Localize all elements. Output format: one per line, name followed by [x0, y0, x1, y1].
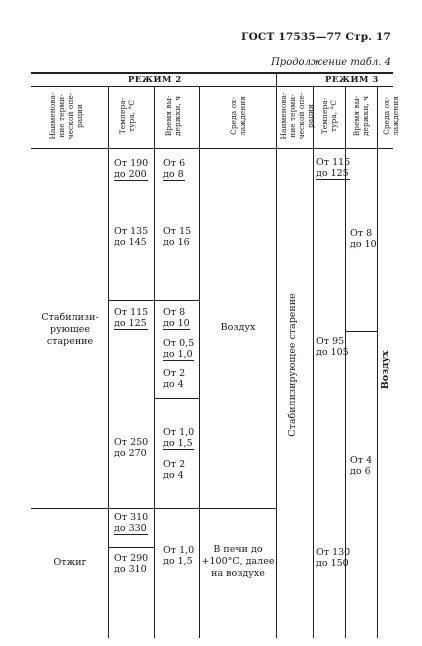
- mode-header-rule: [31, 86, 393, 87]
- temp-cell-m3: От 130 до 150: [316, 547, 351, 569]
- time-cell: От 1,0 до 1,5: [163, 427, 195, 449]
- temp-cell: От 310 до 330: [114, 512, 149, 534]
- time-cell: От 2 до 4: [163, 459, 186, 481]
- col-header-operation: Наименова- ние терми- ческой опе- рации: [48, 92, 84, 140]
- time-cell: От 8 до 10: [163, 307, 190, 329]
- row-divider: [31, 508, 276, 509]
- temp-divider: [108, 300, 154, 301]
- operation-stabilizing: Стабилизи- рующее старение: [41, 312, 99, 347]
- temp-cell: От 135 до 145: [114, 226, 149, 248]
- mode2-label: РЕЖИМ 2: [128, 75, 182, 85]
- temp-cell-m3: От 115 до 125: [316, 157, 351, 179]
- col-header-medium-m3: Среда ох- лаждения: [382, 96, 400, 136]
- col-header-medium: Среда ох- лаждения: [229, 96, 247, 136]
- time-divider: [154, 398, 199, 399]
- time-divider-m3: [345, 331, 377, 332]
- time-cell: От 15 до 16: [163, 226, 192, 248]
- table-top-rule: [31, 72, 393, 74]
- operation-stabilizing-m3: Стабилизирующее старение: [287, 293, 298, 437]
- time-cell: От 2 до 4: [163, 368, 186, 390]
- time-cell: От 6 до 8: [163, 158, 186, 180]
- time-cell: От 1,0 до 1,5: [163, 545, 195, 567]
- temp-cell-m3: От 95 до 105: [316, 336, 349, 358]
- time-divider: [154, 300, 199, 301]
- time-cell: От 0,5 до 1,0: [163, 338, 195, 360]
- medium-furnace: В печи до +100°С, далее на воздухе: [201, 544, 275, 579]
- col-divider: [108, 86, 109, 638]
- col-header-temperature: Темпера- тура, °С: [118, 97, 136, 135]
- time-cell-m3: От 8 до 10: [350, 228, 377, 250]
- temp-cell: От 190 до 200: [114, 158, 149, 180]
- standard-header: ГОСТ 17535—77 Стр. 17: [241, 31, 391, 43]
- medium-air: Воздух: [220, 322, 256, 333]
- mode3-label: РЕЖИМ 3: [325, 75, 379, 85]
- col-header-time: Время вы- держки, ч: [164, 95, 182, 137]
- col-divider: [377, 86, 378, 638]
- table-continuation-label: Продолжение табл. 4: [271, 57, 391, 68]
- time-cell-m3: От 4 до 6: [350, 455, 373, 477]
- col-divider: [313, 86, 314, 638]
- column-header-rule: [31, 148, 393, 149]
- col-header-temperature-m3: Темпера- тура, °С: [320, 97, 338, 135]
- temp-divider: [108, 547, 154, 548]
- operation-annealing: Отжиг: [53, 557, 87, 568]
- col-header-time-m3: Время вы- держки, ч: [352, 95, 370, 137]
- col-header-operation-m3: Наименова- ние терми- ческой опе- рации: [279, 92, 315, 140]
- col-divider: [154, 86, 155, 638]
- mode-divider: [276, 72, 277, 638]
- temp-cell: От 250 до 270: [114, 437, 149, 459]
- temp-cell: От 290 до 310: [114, 553, 149, 575]
- medium-air-m3: Воздух: [380, 350, 391, 390]
- temp-cell: От 115 до 125: [114, 307, 149, 329]
